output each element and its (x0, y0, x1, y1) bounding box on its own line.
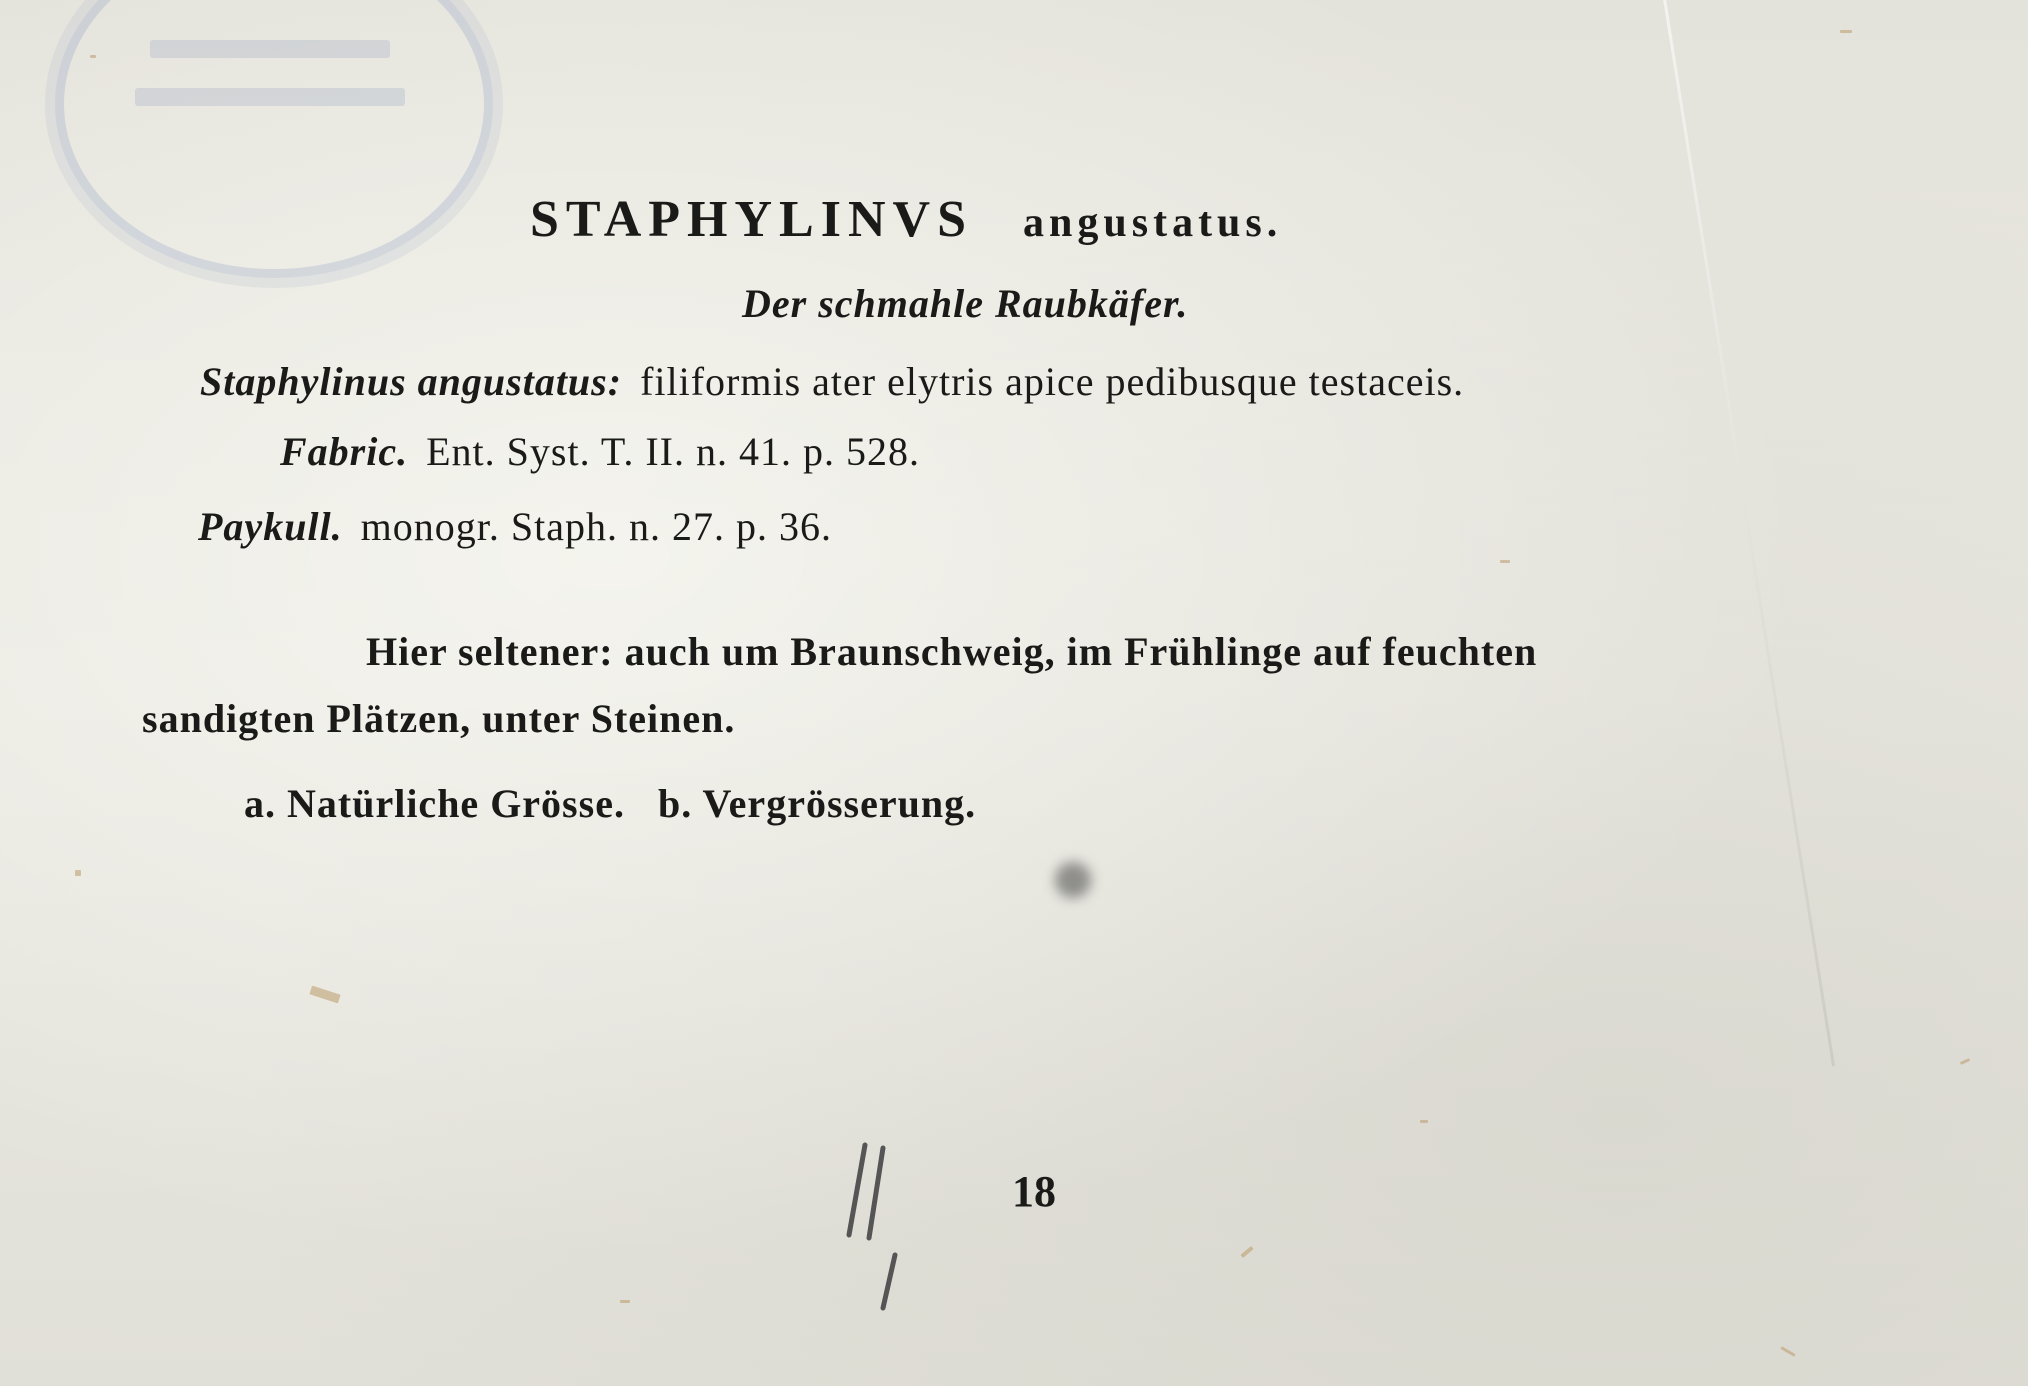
paper-fleck (75, 870, 81, 876)
pencil-mark (835, 1140, 915, 1320)
reference-text: monogr. Staph. n. 27. p. 36. (360, 504, 833, 549)
synonymy-line-3 (198, 503, 832, 550)
reference-text: Ent. Syst. T. II. n. 41. p. 528. (426, 429, 920, 474)
synonym-author: Staphylinus angustatus: (200, 359, 623, 404)
figure-legend: a. Natürliche Grösse. b. Vergrösserung. (244, 781, 977, 826)
synonym-text: filiformis ater elytris apice pedibusque testaceis. (640, 359, 1465, 404)
page-number: 18 (1012, 1167, 1056, 1216)
paper-fleck (620, 1300, 630, 1303)
genus-name: STAPHYLINVS (530, 191, 974, 248)
paper-fleck (1840, 30, 1852, 33)
synonymy-line-1 (200, 358, 1464, 405)
reference-author: Paykull. (198, 504, 343, 549)
paper-fleck (1500, 560, 1510, 563)
paper-fleck (1240, 1246, 1253, 1258)
paper-fleck (1420, 1120, 1428, 1123)
paper-fleck (1960, 1058, 1970, 1065)
paper-fleck (1780, 1346, 1795, 1357)
stamp-line (150, 40, 390, 58)
species-heading (530, 190, 1282, 249)
paper-fleck (309, 986, 340, 1004)
stamp-line (135, 88, 405, 106)
reference-author: Fabric. (280, 429, 409, 474)
synonymy-line-2 (280, 428, 920, 475)
common-name-subtitle: Der schmahle Raubkäfer. (742, 281, 1189, 326)
paper-fleck (90, 55, 96, 58)
species-epithet: angustatus. (1023, 200, 1283, 246)
ink-smudge (1055, 862, 1091, 898)
habitat-line-2: sandigten Plätzen, unter Steinen. (142, 696, 736, 741)
paper-crease (1660, 0, 1835, 1066)
habitat-line-1: Hier seltener: auch um Braunschweig, im Frühlinge auf feuchten (366, 629, 1538, 674)
